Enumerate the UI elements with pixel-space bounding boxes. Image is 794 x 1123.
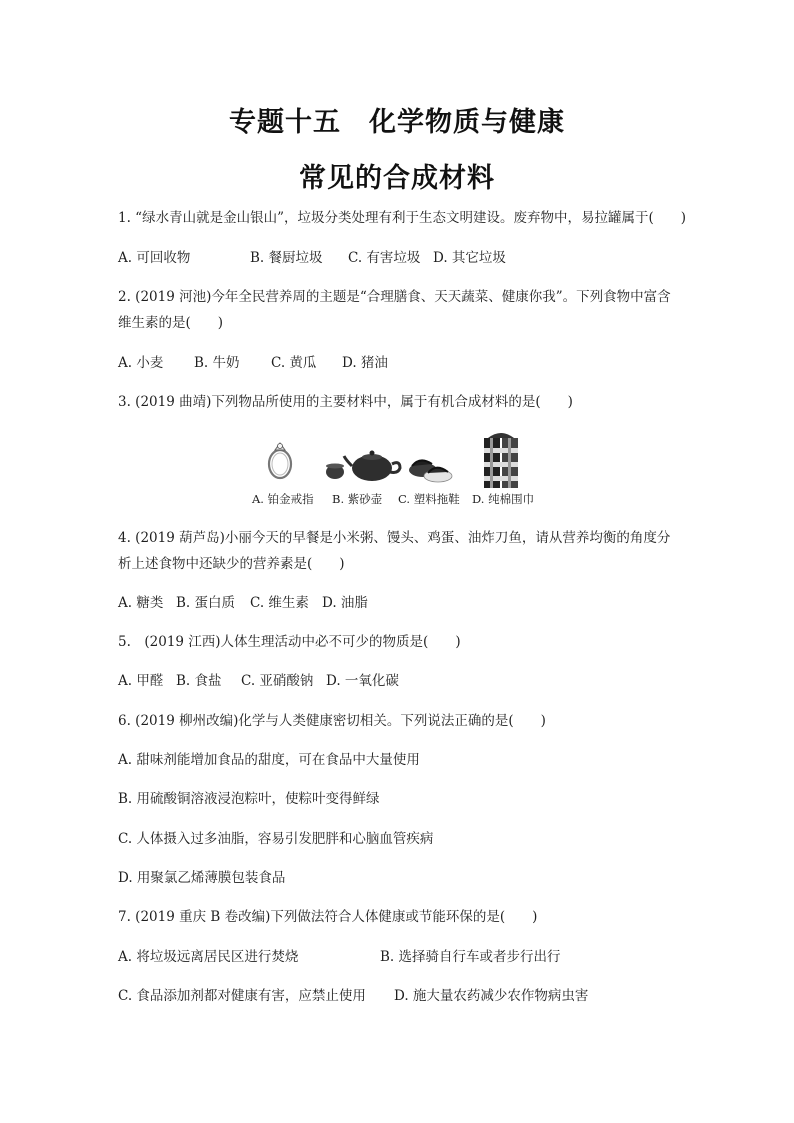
question-6-stem: 6. (2019 柳州改编)化学与人类健康密切相关。下列说法正确的是( ) — [118, 713, 546, 729]
question-5-option-d: D. 一氧化碳 — [326, 673, 399, 689]
question-4-option-a: A. 糖类 — [118, 595, 164, 611]
question-7-option-b: B. 选择骑自行车或者步行出行 — [380, 949, 561, 965]
question-5-option-c: C. 亚硝酸钠 — [241, 673, 314, 689]
page-title: 专题十五 化学物质与健康 — [229, 107, 565, 138]
figure-caption-c: C. 塑料拖鞋 — [398, 492, 460, 506]
question-1-stem: 1. “绿水青山就是金山银山”，垃圾分类处理有利于生态文明建设。废弃物中，易拉罐属于( ) — [118, 210, 687, 226]
question-7-option-c: C. 食品添加剂都对健康有害，应禁止使用 — [118, 988, 366, 1004]
question-6-option-b: B. 用硫酸铜溶液浸泡粽叶，使粽叶变得鲜绿 — [118, 791, 380, 807]
plastic-slippers-icon — [409, 460, 452, 482]
question-5-option-b: B. 食盐 — [176, 673, 222, 689]
question-3-stem: 3. (2019 曲靖)下列物品所使用的主要材料中，属于有机合成材料的是( ) — [118, 394, 573, 410]
figure-caption-a: A. 铂金戒指 — [252, 492, 314, 506]
question-2-option-c: C. 黄瓜 — [271, 355, 317, 371]
question-1-option-d: D. 其它垃圾 — [433, 250, 506, 266]
question-2-option-a: A. 小麦 — [118, 355, 164, 371]
question-5-stem: 5. (2019 江西)人体生理活动中必不可少的物质是( ) — [118, 634, 461, 650]
question-1-option-c: C. 有害垃圾 — [348, 250, 421, 266]
figure-caption-d: D. 纯棉围巾 — [472, 492, 535, 506]
figure-caption-b: B. 紫砂壶 — [332, 492, 383, 506]
teapot-icon — [326, 451, 400, 482]
question-6-option-d: D. 用聚氯乙烯薄膜包装食品 — [118, 870, 286, 886]
question-1-option-b: B. 餐厨垃圾 — [250, 250, 323, 266]
question-7-stem: 7. (2019 重庆 B 卷改编)下列做法符合人体健康或节能环保的是( ) — [118, 909, 538, 925]
page-subtitle: 常见的合成材料 — [299, 163, 495, 194]
question-4-option-c: C. 维生素 — [250, 595, 309, 611]
question-1-option-a: A. 可回收物 — [118, 250, 191, 266]
question-4-stem-line1: 4. (2019 葫芦岛)小丽今天的早餐是小米粥、馒头、鸡蛋、油炸刀鱼，请从营养均衡的角度分 — [118, 530, 671, 546]
materials-illustration — [250, 430, 550, 490]
question-2-stem-line2: 维生素的是( ) — [118, 315, 224, 331]
question-7-option-a: A. 将垃圾远离居民区进行焚烧 — [118, 949, 299, 965]
question-2-option-d: D. 猪油 — [342, 355, 388, 371]
question-4-option-b: B. 蛋白质 — [176, 595, 236, 611]
platinum-ring-icon — [269, 443, 291, 478]
question-2-stem-line1: 2. (2019 河池)今年全民营养周的主题是“合理膳食、天天蔬菜、健康你我”。下列食物中富含 — [118, 289, 671, 305]
question-4-stem-line2: 析上述食物中还缺少的营养素是( ) — [118, 556, 345, 572]
question-6-option-a: A. 甜味剂能增加食品的甜度，可在食品中大量使用 — [118, 752, 420, 768]
question-6-option-c: C. 人体摄入过多油脂，容易引发肥胖和心脑血管疾病 — [118, 831, 434, 847]
question-5-option-a: A. 甲醛 — [118, 673, 164, 689]
question-7-option-d: D. 施大量农药减少农作物病虫害 — [394, 988, 589, 1004]
question-2-option-b: B. 牛奶 — [194, 355, 240, 371]
question-4-option-d: D. 油脂 — [322, 595, 368, 611]
cotton-scarf-icon — [484, 433, 518, 488]
question-3-figure — [250, 430, 550, 510]
